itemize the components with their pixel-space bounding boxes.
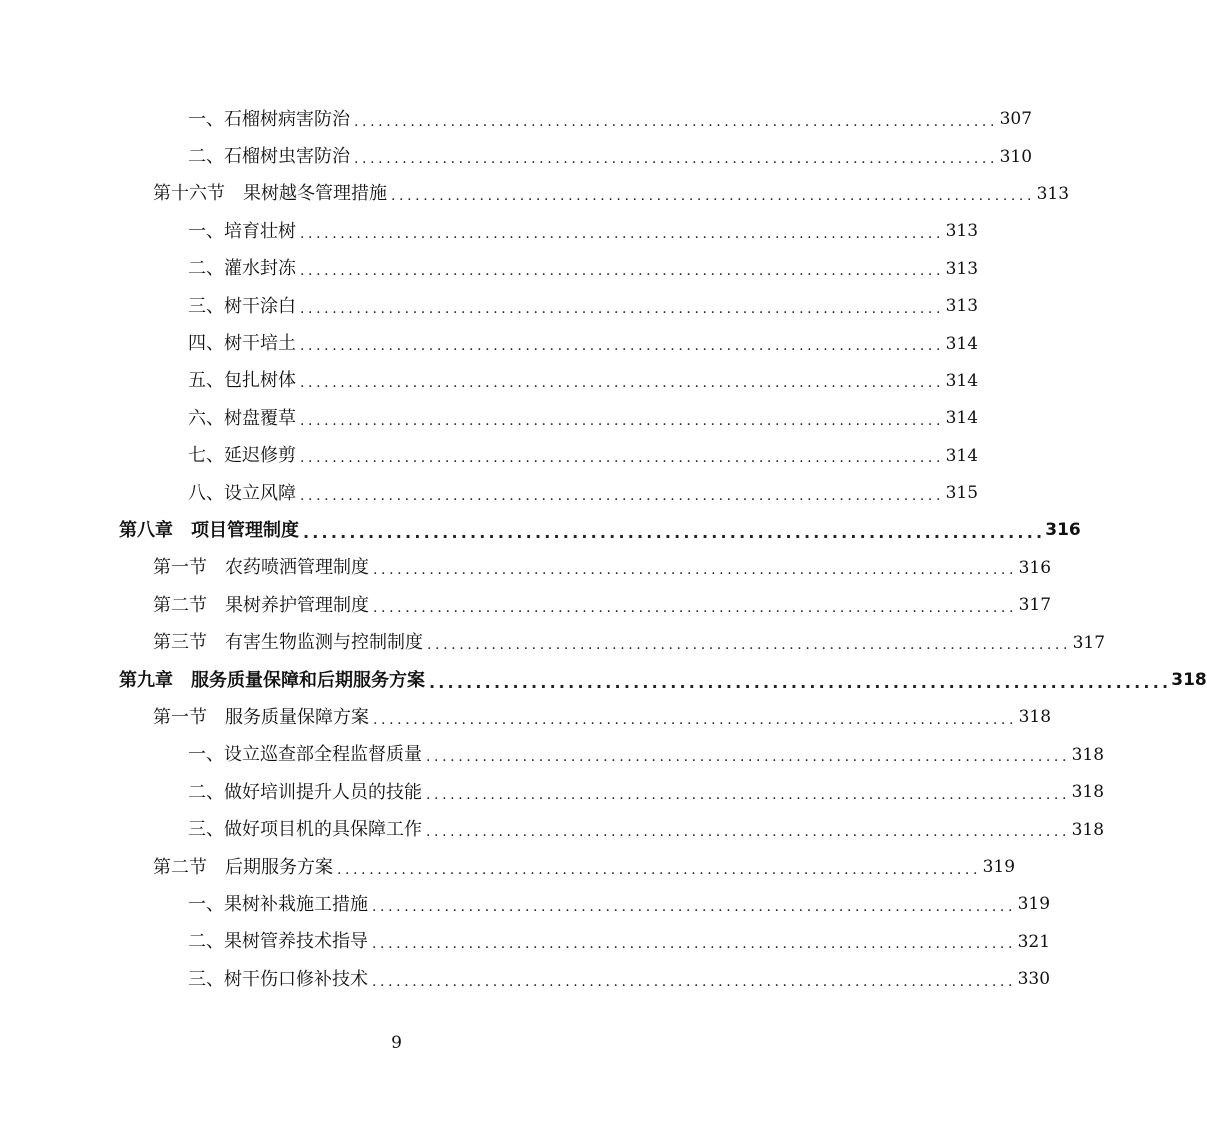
toc-entry-title: 二、石榴树虫害防治 bbox=[188, 146, 350, 168]
toc-entry-page: 316 bbox=[1018, 557, 1052, 578]
toc-entry-page: 313 bbox=[945, 221, 979, 242]
toc-dot-leader: ................................................................................ bbox=[300, 338, 945, 355]
toc-dot-leader: ................................................................................ bbox=[337, 861, 982, 878]
toc-entry[interactable] bbox=[0, 662, 1207, 699]
toc-dot-leader: ................................................................................ bbox=[372, 936, 1017, 953]
toc-entry[interactable] bbox=[0, 138, 1033, 175]
toc-entry[interactable] bbox=[0, 325, 979, 362]
toc-dot-leader: ................................................................................ bbox=[300, 300, 945, 317]
toc-dot-leader: ................................................................................ bbox=[354, 151, 999, 168]
table-of-contents bbox=[0, 101, 1207, 998]
toc-entry-title: 第一节 服务质量保障方案 bbox=[153, 706, 369, 728]
toc-entry[interactable] bbox=[0, 251, 979, 288]
toc-entry[interactable] bbox=[0, 699, 1052, 736]
toc-entry-title: 三、树干伤口修补技术 bbox=[188, 968, 368, 990]
toc-dot-leader: ................................................................................ bbox=[300, 450, 945, 467]
toc-entry-page: 313 bbox=[1036, 183, 1070, 204]
toc-entry[interactable] bbox=[0, 624, 1106, 661]
toc-entry[interactable] bbox=[0, 400, 979, 437]
toc-entry-title: 三、树干涂白 bbox=[188, 295, 296, 317]
toc-entry[interactable] bbox=[0, 512, 1081, 549]
toc-dot-leader: ................................................................................ bbox=[373, 599, 1018, 616]
toc-entry-page: 313 bbox=[945, 258, 979, 279]
toc-entry-page: 316 bbox=[1045, 520, 1081, 541]
toc-dot-leader: ................................................................................ bbox=[373, 562, 1018, 579]
toc-entry[interactable] bbox=[0, 550, 1052, 587]
toc-entry-page: 319 bbox=[1017, 894, 1051, 915]
toc-dot-leader: ................................................................................ bbox=[427, 637, 1072, 654]
toc-dot-leader: ................................................................................ bbox=[391, 188, 1036, 205]
toc-dot-leader: ................................................................................ bbox=[426, 786, 1071, 803]
toc-entry-page: 317 bbox=[1072, 632, 1106, 653]
toc-dot-leader: ................................................................................ bbox=[426, 824, 1071, 841]
toc-entry-title: 第二节 后期服务方案 bbox=[153, 856, 333, 878]
toc-entry-title: 第九章 服务质量保障和后期服务方案 bbox=[119, 669, 425, 691]
page-number: 9 bbox=[391, 1033, 402, 1053]
toc-entry-page: 314 bbox=[945, 408, 979, 429]
toc-entry-title: 二、果树管养技术指导 bbox=[188, 931, 368, 953]
toc-entry-title: 八、设立风障 bbox=[188, 482, 296, 504]
toc-dot-leader: ................................................................................ bbox=[426, 749, 1071, 766]
toc-entry[interactable] bbox=[0, 288, 979, 325]
toc-entry[interactable] bbox=[0, 774, 1105, 811]
toc-entry-page: 330 bbox=[1017, 969, 1051, 990]
toc-entry-page: 321 bbox=[1017, 931, 1051, 952]
toc-entry[interactable] bbox=[0, 849, 1016, 886]
toc-entry-page: 319 bbox=[982, 857, 1016, 877]
toc-dot-leader: ................................................................................ bbox=[303, 522, 1046, 542]
toc-dot-leader: ................................................................................ bbox=[300, 225, 945, 242]
toc-entry-title: 一、石榴树病害防治 bbox=[188, 108, 350, 130]
toc-entry-title: 二、做好培训提升人员的技能 bbox=[188, 781, 422, 803]
toc-entry-page: 310 bbox=[999, 146, 1033, 167]
toc-entry[interactable] bbox=[0, 587, 1052, 624]
toc-dot-leader: ................................................................................ bbox=[372, 973, 1017, 990]
toc-dot-leader: ................................................................................ bbox=[372, 898, 1017, 915]
toc-entry[interactable] bbox=[0, 924, 1051, 961]
toc-entry[interactable] bbox=[0, 886, 1051, 923]
toc-dot-leader: ................................................................................ bbox=[300, 487, 945, 504]
toc-entry[interactable] bbox=[0, 101, 1033, 138]
toc-dot-leader: ................................................................................ bbox=[354, 113, 999, 130]
toc-entry-title: 四、树干培土 bbox=[188, 333, 296, 355]
toc-entry-page: 314 bbox=[945, 333, 979, 354]
toc-entry[interactable] bbox=[0, 176, 1070, 213]
toc-entry[interactable] bbox=[0, 811, 1105, 848]
toc-entry[interactable] bbox=[0, 213, 979, 250]
toc-dot-leader: ................................................................................ bbox=[373, 711, 1018, 728]
toc-entry-title: 五、包扎树体 bbox=[188, 370, 296, 392]
toc-entry-page: 313 bbox=[945, 296, 979, 317]
toc-entry-title: 一、培育壮树 bbox=[188, 220, 296, 242]
toc-entry[interactable] bbox=[0, 363, 979, 400]
toc-entry-title: 一、果树补栽施工措施 bbox=[188, 893, 368, 915]
toc-entry-title: 七、延迟修剪 bbox=[188, 445, 296, 467]
toc-entry-title: 第二节 果树养护管理制度 bbox=[153, 594, 369, 616]
toc-entry[interactable] bbox=[0, 737, 1105, 774]
toc-entry-page: 318 bbox=[1071, 744, 1105, 765]
toc-entry[interactable] bbox=[0, 475, 979, 512]
toc-entry-page: 307 bbox=[999, 109, 1033, 130]
toc-entry-page: 315 bbox=[945, 483, 979, 504]
toc-entry-page: 317 bbox=[1018, 595, 1052, 616]
toc-entry[interactable] bbox=[0, 961, 1051, 998]
toc-entry-title: 第八章 项目管理制度 bbox=[119, 519, 299, 541]
toc-entry-page: 318 bbox=[1071, 782, 1105, 803]
toc-dot-leader: ................................................................................ bbox=[429, 672, 1172, 692]
toc-entry-title: 二、灌水封冻 bbox=[188, 258, 296, 280]
toc-entry-title: 第一节 农药喷洒管理制度 bbox=[153, 557, 369, 579]
toc-entry-page: 314 bbox=[945, 445, 979, 466]
toc-entry[interactable] bbox=[0, 438, 979, 475]
toc-entry-page: 318 bbox=[1018, 707, 1052, 728]
toc-entry-title: 一、设立巡查部全程监督质量 bbox=[188, 744, 422, 766]
toc-entry-title: 第三节 有害生物监测与控制制度 bbox=[153, 632, 423, 654]
toc-dot-leader: ................................................................................ bbox=[300, 375, 945, 392]
toc-dot-leader: ................................................................................ bbox=[300, 263, 945, 280]
toc-dot-leader: ................................................................................ bbox=[300, 412, 945, 429]
toc-entry-page: 318 bbox=[1071, 819, 1105, 840]
toc-entry-page: 318 bbox=[1171, 670, 1207, 691]
toc-entry-title: 三、做好项目机的具保障工作 bbox=[188, 819, 422, 841]
toc-entry-title: 第十六节 果树越冬管理措施 bbox=[153, 183, 387, 205]
toc-entry-title: 六、树盘覆草 bbox=[188, 407, 296, 429]
toc-entry-page: 314 bbox=[945, 370, 979, 391]
